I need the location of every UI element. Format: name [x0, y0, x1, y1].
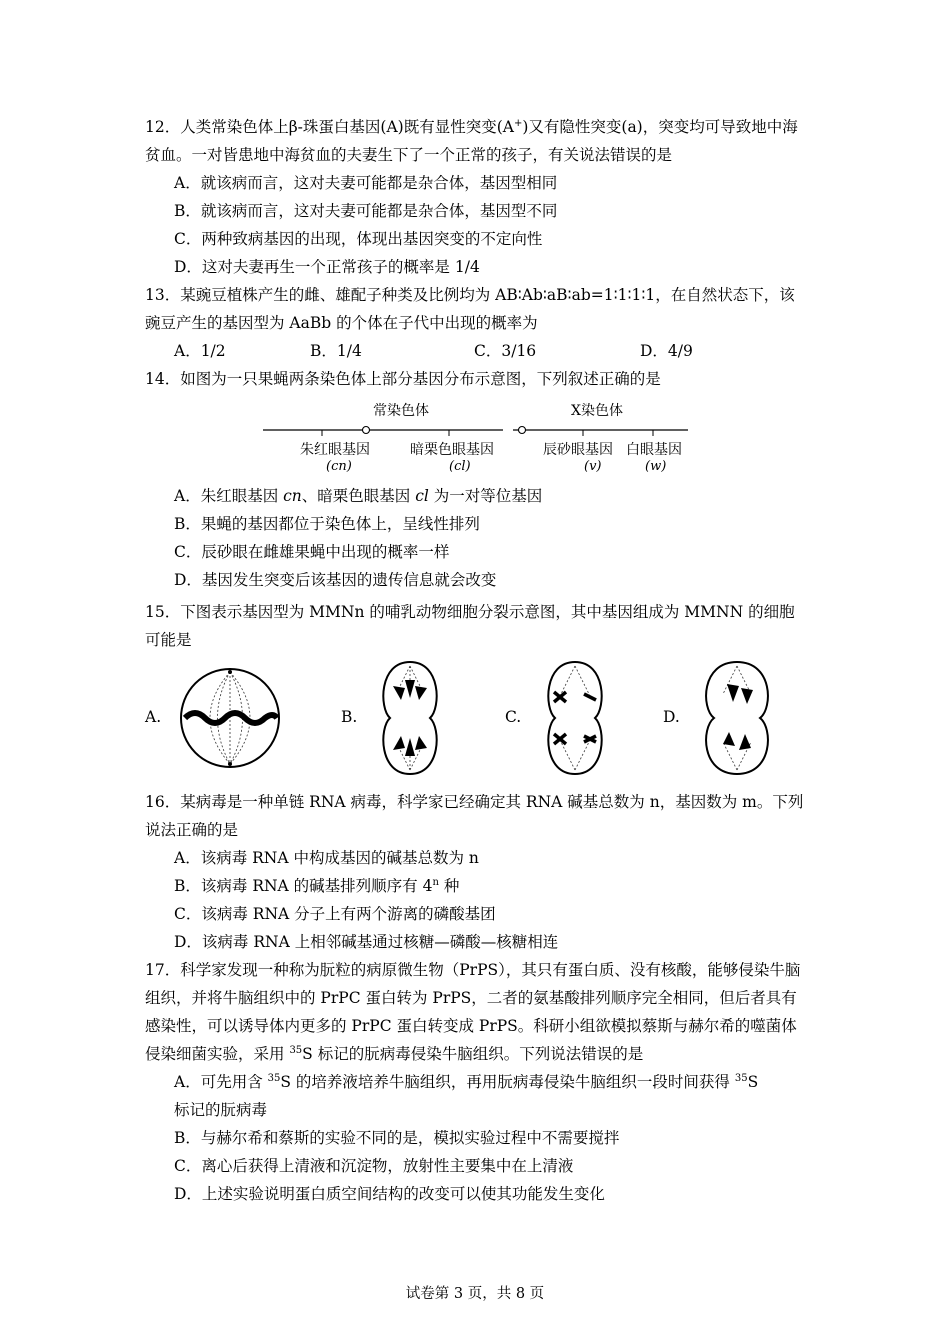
- q17-stem-part: 17．科学家发现一种称为朊粒的病原微生物（PrPS），其只有蛋白质、没有核酸，能够侵染牛脑组织，并将牛脑组织中的 PrPC 蛋白转为 PrPS，二者的氨基酸排列顺序完全相同，但后者具有感染性，可以诱导体内更多的 PrPC 蛋白转变成 PrPS。科研小组欲模拟蔡斯与赫尔希的噬菌体侵染细菌实验，采用: [145, 961, 801, 1063]
- q17-option-a-cont: 标记的朊病毒: [174, 1101, 268, 1119]
- gene-symbol-cl: (cl): [449, 459, 471, 474]
- cell-d-anaphase: [697, 658, 777, 778]
- q12-stem-part: )又有隐性突变(a)，突变均可导致地中海贫血。一对皆患地中海贫血的夫妻生下了一个正常的孩子，有关说法错误的是: [145, 118, 798, 164]
- q12-option-a: A．就该病而言，这对夫妻可能都是杂合体，基因型相同: [174, 174, 558, 192]
- q17-a-text: A．可先用含: [174, 1073, 268, 1091]
- q12-option-d: D．这对夫妻再生一个正常孩子的概率是 1/4: [174, 258, 480, 276]
- q14-a-cl: cl: [415, 487, 429, 505]
- gene-label-cn: 朱红眼基因: [300, 442, 370, 458]
- q17-option-c: C．离心后获得上清液和沉淀物，放射性主要集中在上清液: [174, 1157, 574, 1175]
- q17-option-a: [174, 1068, 758, 1096]
- autosome-title: 常染色体: [373, 403, 429, 419]
- cell-c-anaphase: [540, 658, 610, 778]
- q16-b-sup: n: [432, 876, 439, 888]
- q17-option-b: B．与赫尔希和蔡斯的实验不同的是，模拟实验过程中不需要搅拌: [174, 1129, 620, 1147]
- gene-label-cl: 暗栗色眼基因: [410, 442, 494, 458]
- q16-option-d: D．该病毒 RNA 上相邻碱基通过核糖—磷酸—核糖相连: [174, 933, 559, 951]
- q14-a-text: A．朱红眼基因: [174, 487, 284, 505]
- q17-stem-part: S 标记的朊病毒侵染牛脑组织。下列说法错误的是: [302, 1045, 644, 1063]
- q14-a-text: 为一对等位基因: [428, 487, 543, 505]
- q12-sup: +: [513, 117, 523, 129]
- x-chromosome-title: X染色体: [571, 403, 623, 419]
- q16-stem: 16．某病毒是一种单链 RNA 病毒，科学家已经确定其 RNA 碱基总数为 n，基因数为 m。下列说法正确的是: [145, 793, 804, 839]
- q13-stem: 13．某豌豆植株产生的雌、雄配子种类及比例均为 AB∶Ab∶aB∶ab=1∶1∶1∶1，在自然状态下，该豌豆产生的基因型为 AaBb 的个体在子代中出现的概率为: [145, 286, 795, 332]
- q13-option-a: A．1/2: [174, 342, 226, 360]
- q14-option-c: C．辰砂眼在雌雄果蝇中出现的概率一样: [174, 543, 450, 561]
- q12-stem: [145, 113, 810, 169]
- q17-a-sup: 35: [734, 1072, 748, 1084]
- chromosome-lines: [258, 398, 698, 478]
- q16-option-c: C．该病毒 RNA 分子上有两个游离的磷酸基团: [174, 905, 496, 923]
- q15-stem: 15．下图表示基因型为 MMNn 的哺乳动物细胞分裂示意图，其中基因组成为 MMNN 的细胞可能是: [145, 603, 795, 649]
- q16-option-a: A．该病毒 RNA 中构成基因的碱基总数为 n: [174, 849, 479, 867]
- q17-option-d: D．上述实验说明蛋白质空间结构的改变可以使其功能发生变化: [174, 1185, 605, 1203]
- q12-option-b: B．就该病而言，这对夫妻可能都是杂合体，基因型不同: [174, 202, 558, 220]
- q16-b-text: B．该病毒 RNA 的碱基排列顺序有 4: [174, 877, 433, 895]
- q14-a-cn: cn: [283, 487, 302, 505]
- q16-option-b: [174, 872, 459, 900]
- q17-stem: [145, 956, 810, 1068]
- gene-symbol-w: (w): [645, 459, 667, 474]
- cell-label-a: A.: [145, 708, 162, 726]
- q14-option-b: B．果蝇的基因都位于染色体上，呈线性排列: [174, 515, 480, 533]
- cell-a-metaphase: [175, 658, 285, 778]
- q17-a-text: S 的培养液培养牛脑组织，再用朊病毒侵染牛脑组织一段时间获得: [280, 1073, 735, 1091]
- cell-label-b: B.: [341, 708, 358, 726]
- q12-option-c: C．两种致病基因的出现，体现出基因突变的不定向性: [174, 230, 543, 248]
- page-footer: 试卷第 3 页，共 8 页: [405, 1286, 545, 1302]
- gene-label-w: 白眼基因: [626, 442, 682, 458]
- q13-option-b: B．1/4: [310, 342, 362, 360]
- cell-label-c: C.: [505, 708, 522, 726]
- q16-b-text: 种: [438, 877, 460, 895]
- gene-symbol-v: (v): [584, 459, 602, 474]
- cell-b-anaphase: [375, 658, 445, 778]
- q17-sup: 35: [289, 1044, 303, 1056]
- gene-symbol-cn: (cn): [326, 459, 352, 474]
- cell-division-figures: [145, 658, 815, 778]
- q14-stem: 14．如图为一只果蝇两条染色体上部分基因分布示意图，下列叙述正确的是: [145, 370, 661, 388]
- q17-a-sup: 35: [267, 1072, 281, 1084]
- q14-option-a: [174, 482, 542, 510]
- q17-a-text: S: [747, 1073, 759, 1091]
- chromosome-figure: [258, 398, 698, 478]
- cell-label-d: D.: [663, 708, 680, 726]
- q13-option-d: D．4/9: [640, 342, 693, 360]
- q14-option-d: D．基因发生突变后该基因的遗传信息就会改变: [174, 571, 497, 589]
- q13-option-c: C．3/16: [474, 342, 537, 360]
- q14-a-text: 、暗栗色眼基因: [301, 487, 416, 505]
- gene-label-v: 辰砂眼基因: [543, 442, 613, 458]
- q12-stem-part: 12．人类常染色体上β-珠蛋白基因(A)既有显性突变(A: [145, 118, 514, 136]
